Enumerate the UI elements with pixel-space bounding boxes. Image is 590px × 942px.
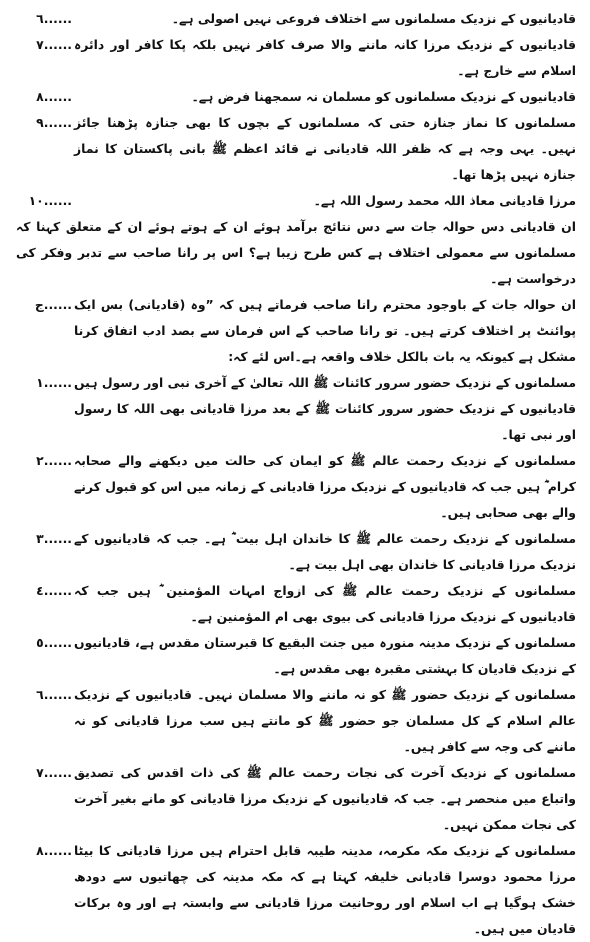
item-text: مسلمانوں کا نماز جنازہ حتی کہ مسلمانوں کے بچوں کا بھی جنازہ پڑھنا جائز نہیں۔ یہی وجہ ہے کہ ظفر اللہ قادیانی نے قائد اعظم ﷺ بانی پاکستان کا نماز جنازہ نہیں پڑھا تھا۔	[74, 115, 576, 182]
item-text: مرزا قادیانی معاذ اللہ محمد رسول اللہ ہے۔	[313, 193, 576, 208]
list-item	[16, 6, 576, 32]
list-item	[16, 370, 576, 448]
item-text: مسلمانوں کے نزدیک آخرت کی نجات رحمت عالم ﷺ کی ذات اقدس کی تصدیق واتباع میں منحصر ہے۔ جب کہ قادیانیوں کے نزدیک مرزا قادیانی کو مانے بغیر آخرت کی نجات ممکن نہیں۔	[74, 765, 576, 832]
summary-paragraph: ان قادیانی دس حوالہ جات سے دس نتائج برآمد ہوئے ان کے ہوتے ہوئے ان کے متعلق کہنا کہ مسلمانوں سے معمولی اختلاف ہے کس طرح زیبا ہے؟ اس پر رانا صاحب سے تدبر وفکر کی درخواست ہے۔	[16, 219, 576, 286]
section-letter: ج......	[34, 297, 72, 312]
list-item	[16, 578, 576, 630]
section-c	[16, 292, 576, 370]
list-item	[16, 448, 576, 526]
item-number: ٨......	[36, 843, 72, 858]
item-number: ١......	[36, 375, 72, 390]
item-text: قادیانیوں کے نزدیک مرزا کانہ ماننے والا صرف کافر نہیں بلکہ پکا کافر اور دائرہ اسلام سے خارج ہے۔	[74, 37, 576, 78]
item-text: مسلمانوں کے نزدیک رحمت عالم ﷺ کو ایمان کی حالت میں دیکھنے والے صحابہ کرام ؓ ہیں جب کہ قادیانیوں کے نزدیک مرزا قادیانی کے زمانہ میں اس کو قبول کرنے والے بھی صحابی ہیں۔	[74, 453, 576, 520]
list-item	[16, 526, 576, 578]
item-number: ٩......	[36, 115, 72, 130]
item-text: مسلمانوں کے نزدیک حضور ﷺ کو نہ ماننے والا مسلمان نہیں۔ قادیانیوں کے نزدیک عالم اسلام کے کل مسلمان جو حضور ﷺ کو مانتے ہیں سب مرزا قادیانی کو نہ ماننے کی وجہ سے کافر ہیں۔	[74, 687, 576, 754]
list-item	[16, 188, 576, 214]
item-number: ٨......	[36, 89, 72, 104]
item-number: ٤......	[36, 583, 72, 598]
item-number: ٧......	[36, 765, 72, 780]
list-item	[16, 110, 576, 188]
item-text: مسلمانوں کے نزدیک مکہ مکرمہ، مدینہ طیبہ قابل احترام ہیں مرزا قادیانی کا بیٹا مرزا محمود دوسرا قادیانی خلیفہ کہتا ہے کہ مکہ مدینہ کی چھاتیوں سے دودھ خشک ہوگیا ہے اب اسلام اور روحانیت مرزا قادیانی سے وابستہ ہے اور وہ برکات قادیان میں ہیں۔	[74, 843, 576, 936]
item-number: ٦......	[36, 11, 72, 26]
item-number: ٢......	[36, 453, 72, 468]
list-item	[16, 760, 576, 838]
list-second	[16, 370, 576, 942]
item-number: ٦......	[36, 687, 72, 702]
section-text: ان حوالہ جات کے باوجود محترم رانا صاحب فرماتے ہیں کہ ”وہ (قادیانی) بس ایک پوائنٹ پر اختلاف کرتے ہیں۔ تو رانا صاحب کے اس فرمان سے بصد ادب اتفاق کرنا مشکل ہے کیونکہ یہ بات بالکل خلاف واقعہ ہے۔اس لئے کہ:	[74, 297, 576, 364]
list-item	[16, 32, 576, 84]
item-text: مسلمانوں کے نزدیک مدینہ منورہ میں جنت البقیع کا قبرستان مقدس ہے، قادیانیوں کے نزدیک قادیان کا بہشتی مقبرہ بھی مقدس ہے۔	[74, 635, 576, 676]
list-item	[16, 682, 576, 760]
list-item	[16, 84, 576, 110]
list-first	[16, 6, 576, 214]
list-item	[16, 630, 576, 682]
list-item	[16, 838, 576, 942]
item-text: مسلمانوں کے نزدیک رحمت عالم ﷺ کی ازواج امہات المؤمنین ؓ ہیں جب کہ قادیانیوں کے نزدیک مرزا قادیانی کی بیوی بھی ام المؤمنین ہے۔	[74, 583, 576, 624]
item-number: ١٠......	[28, 193, 72, 208]
item-text: قادیانیوں کے نزدیک مسلمانوں کو مسلمان نہ سمجھنا فرض ہے۔	[191, 89, 576, 104]
item-text: مسلمانوں کے نزدیک حضور سرور کائنات ﷺ اللہ تعالیٰ کے آخری نبی اور رسول ہیں قادیانیوں کے نزدیک حضور سرور کائنات ﷺ کے بعد مرزا قادیانی بھی اللہ کا رسول اور نبی تھا۔	[74, 375, 576, 442]
item-number: ٧......	[36, 37, 72, 52]
item-text: قادیانیوں کے نزدیک مسلمانوں سے اختلاف فروعی نہیں اصولی ہے۔	[171, 11, 576, 26]
item-text: مسلمانوں کے نزدیک رحمت عالم ﷺ کا خاندان اہل بیت ؓ ہے۔ جب کہ قادیانیوں کے نزدیک مرزا قادیانی کا خاندان بھی اہل بیت ہے۔	[74, 531, 576, 572]
item-number: ٥......	[36, 635, 72, 650]
item-number: ٣......	[36, 531, 72, 546]
